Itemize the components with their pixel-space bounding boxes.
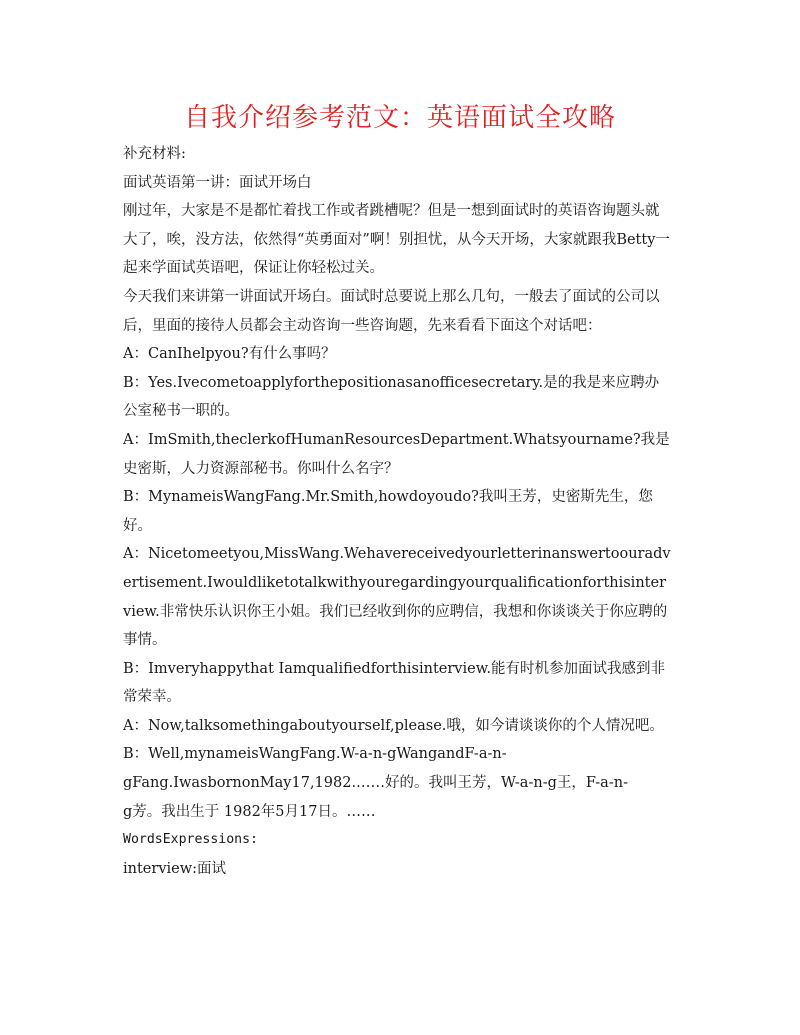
document-body — [123, 140, 673, 883]
vocabulary-item: interview:面试 — [123, 860, 227, 877]
dialogue-line-b4-end: g芳。我出生于 1982年5月17日。…… — [123, 803, 376, 820]
paragraph-intro: 刚过年，大家是不是都忙着找工作或者跳槽呢？但是一想到面试时的英语咨询题头就大了，唉，没方法，依然得“英勇面对”啊！别担忧，从今天开场，大家就跟我Betty一起来学面试英语吧，保证让你轻松过关。 — [123, 203, 670, 277]
dialogue-line-a4: A：Now,talksomethingaboutyourself,please.哦，如今请谈谈你的个人情况吧。 — [123, 717, 664, 734]
paragraph-lesson-heading: 面试英语第一讲：面试开场白 — [123, 174, 312, 191]
dialogue-line-b2: B：MynameisWangFang.Mr.Smith,howdoyoudo?我叫王芳，史密斯先生，您好。 — [123, 489, 653, 534]
dialogue-line-a2: A：ImSmith,theclerkofHumanResourcesDepartment.Whatsyourname?我是史密斯，人力资源部秘书。你叫什么名字？ — [123, 431, 670, 477]
words-expressions-heading: WordsExpressions: — [123, 832, 258, 848]
dialogue-line-b1: B：Yes.Ivecometoapplyforthepositionasanofficesecretary.是的我是来应聘办公室秘书一职的。 — [123, 374, 660, 420]
document-title: 自我介绍参考范文：英语面试全攻略 — [183, 103, 616, 133]
dialogue-line-b4: B：Well,mynameisWangFang.W-a-n-gWangandF-a-n- — [123, 746, 507, 763]
dialogue-line-a3: A：Nicetomeetyou,MissWang.Wehavereceivedyourletterinanswertoouradvertisement.Iwouldliketotalkwithyouregardingyourqualificationforthisinterview.非常快乐认识你王小姐。我们已经收到你的应聘信，我想和你谈谈关于你应聘的事情。 — [123, 546, 671, 649]
paragraph-supplementary-label: 补充材料: — [123, 146, 186, 162]
dialogue-line-b4-continued: gFang.IwasbornonMay17,1982.……好的。我叫王芳，W-a-n-g王，F-a-n- — [123, 775, 628, 792]
dialogue-line-b3: B：Imveryhappythat Iamqualifiedforthisinterview.能有时机参加面试我感到非常荣幸。 — [123, 660, 666, 706]
dialogue-line-a1: A：CanIhelpyou?有什么事吗？ — [123, 346, 336, 363]
paragraph-lesson-intro: 今天我们来讲第一讲面试开场白。面试时总要说上那么几句，一般去了面试的公司以后，里面的接待人员都会主动咨询一些咨询题，先来看看下面这个对话吧： — [123, 288, 660, 334]
